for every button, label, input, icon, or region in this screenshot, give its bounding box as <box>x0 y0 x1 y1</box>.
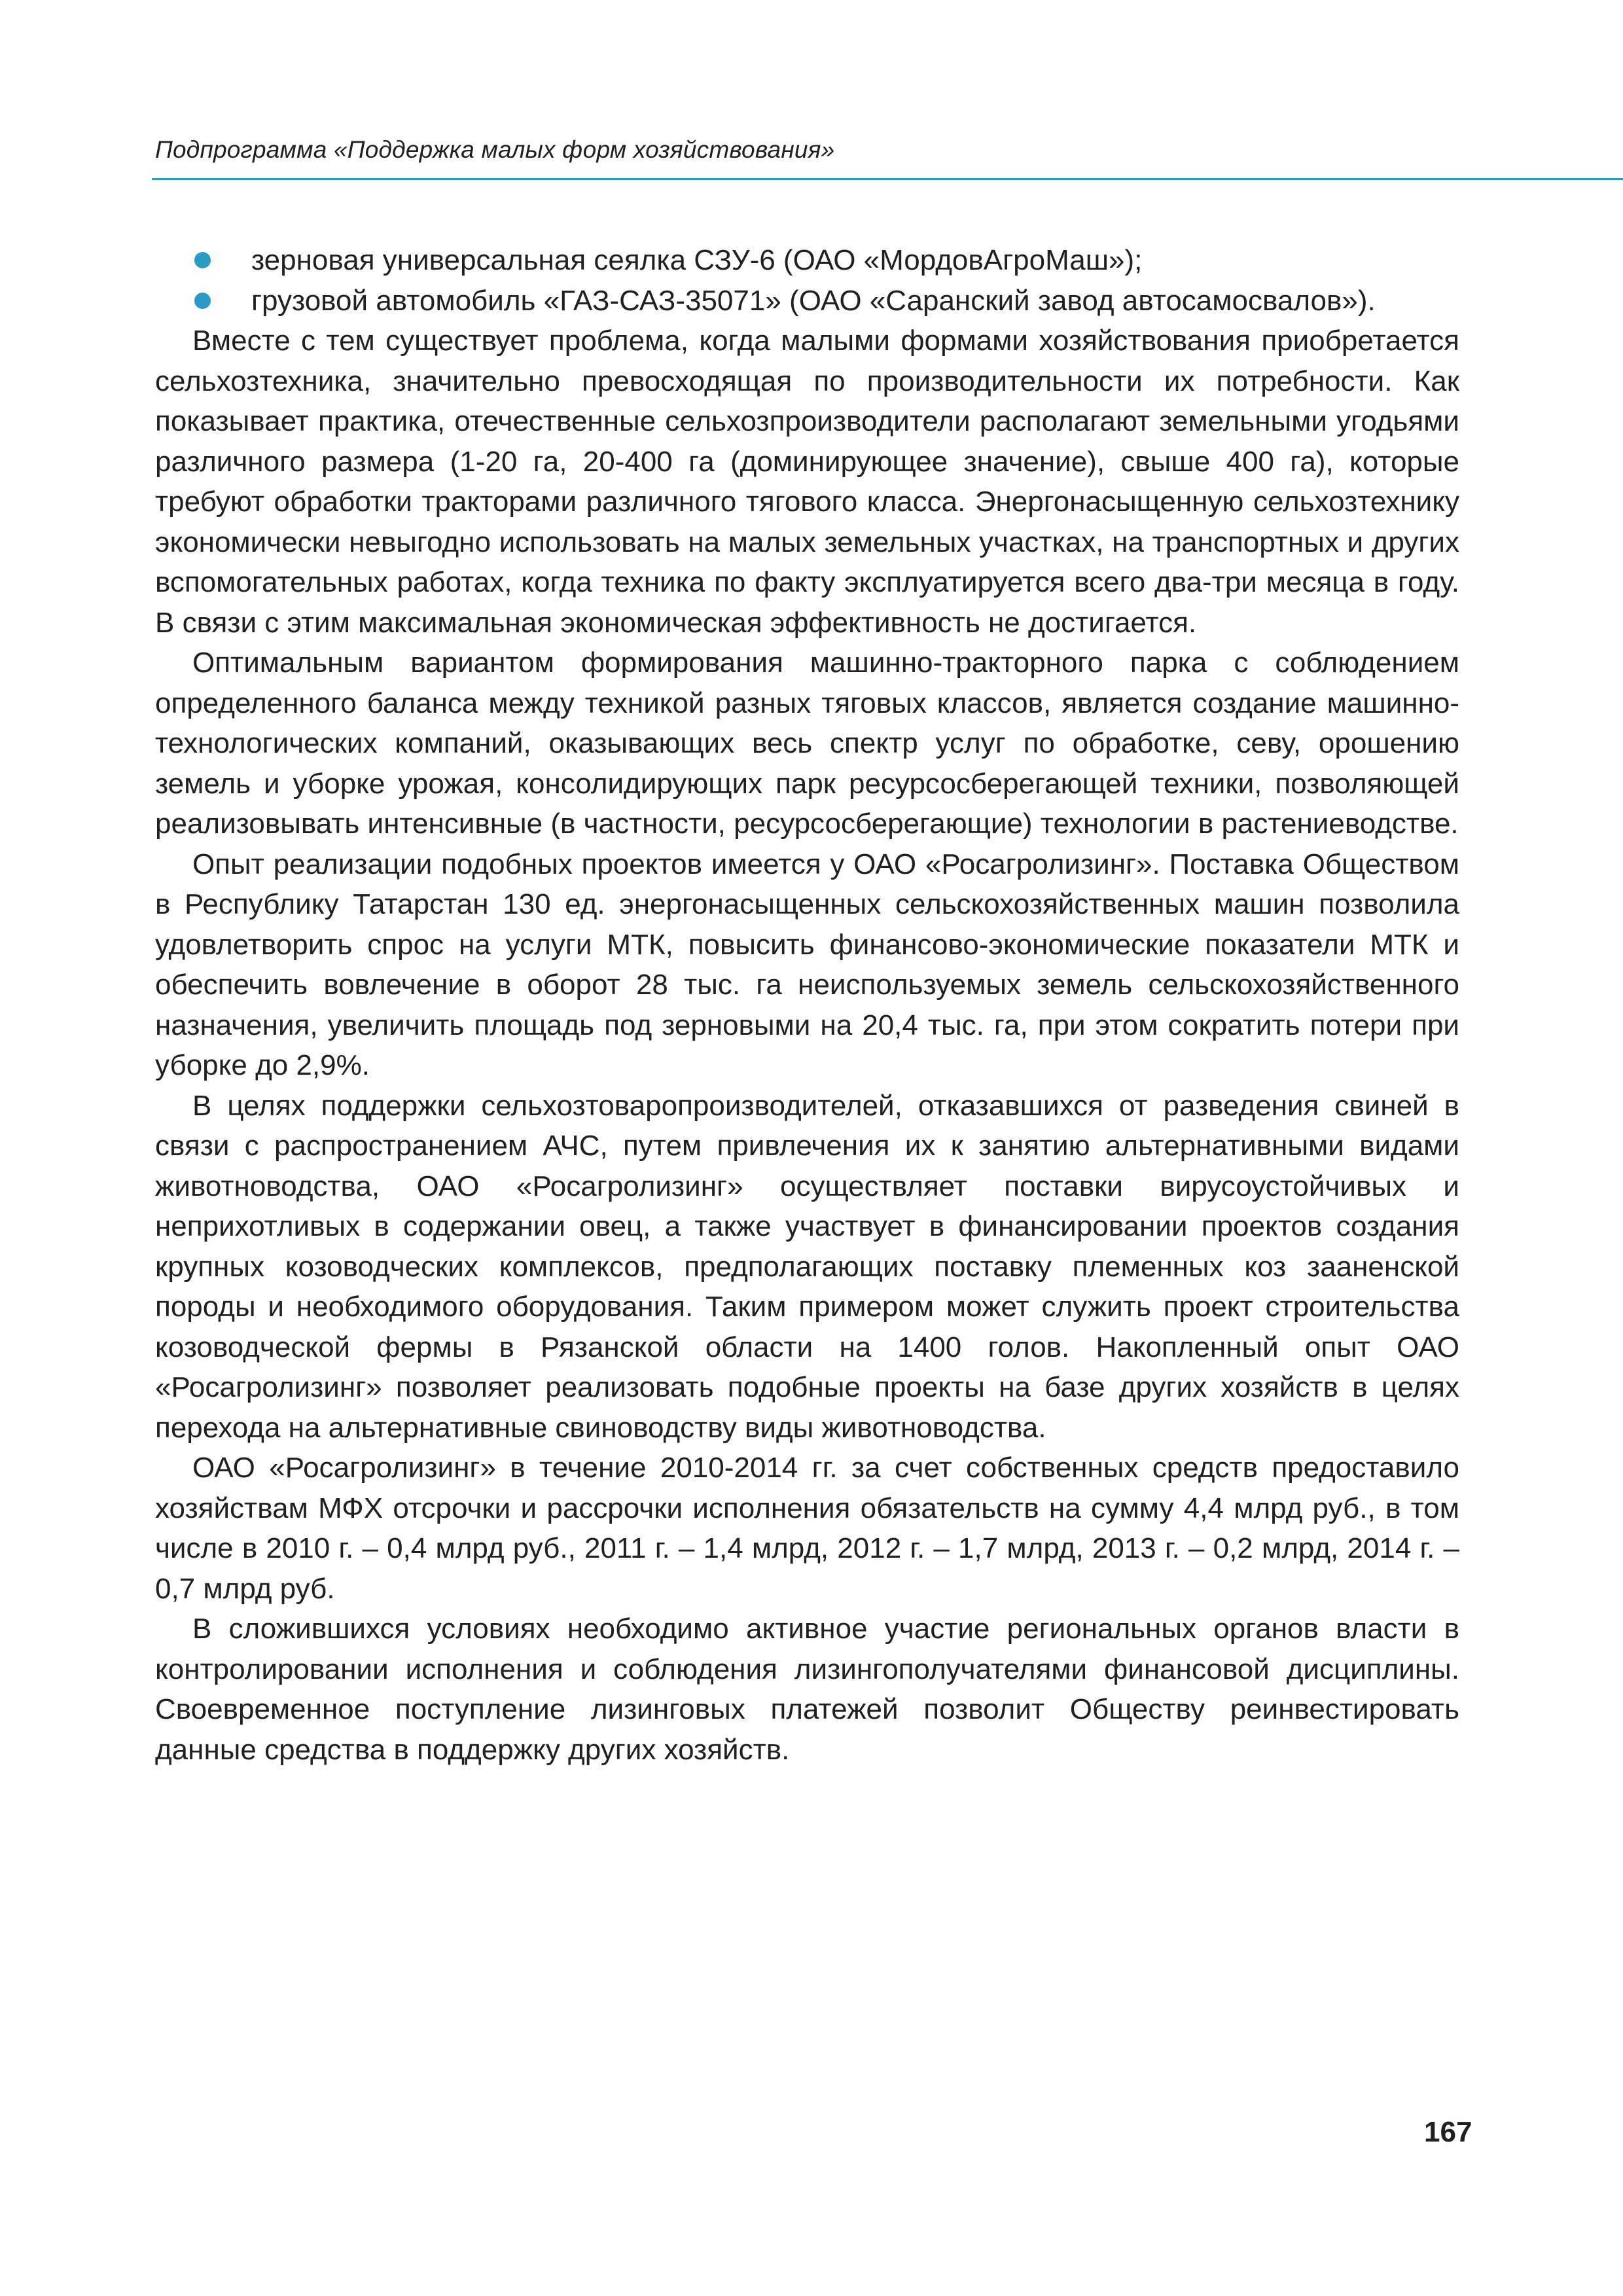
bullet-text: грузовой автомобиль «ГАЗ-САЗ-35071» (ОАО «Саранский завод автосамосвалов»). <box>251 284 1376 317</box>
header-rule <box>152 178 1623 180</box>
page-number: 167 <box>1424 2116 1472 2148</box>
bullet-dot-icon <box>194 293 211 309</box>
body-text <box>155 240 1459 1770</box>
running-header-title: Подпрограмма «Поддержка малых форм хозяйствования» <box>155 136 835 163</box>
paragraph-regional-authorities: В сложившихся условиях необходимо активное участие региональных органов власти в контролировании исполнения и соблюдения лизингополучателями финансовой дисциплины. Своевременное поступление лизинговых платежей позволит Обществу реинвестировать данные средства в поддержку других хозяйств. <box>155 1613 1459 1766</box>
bullet-text: зерновая универсальная сеялка СЗУ-6 (ОАО «МордовАгроМаш»); <box>251 244 1143 276</box>
paragraph-equipment-problem: Вместе с тем существует проблема, когда малыми формами хозяйствования приобретается сельхозтехника, значительно превосходящая по производительности их потребности. Как показывает практика, отечественные сельхозпроизводители располагают земельными угодьями различного размера (1-20 га, 20-400 га (доминирующее значение), свыше 400 га), которые требуют обработки тракторами различного тягового класса. Энергонасыщенную сельхозтехнику экономически невыгодно использовать на малых земельных участках, на транспортных и других вспомогательных работах, когда техника по факту эксплуатируется всего два-три месяца в году. В связи с этим максимальная экономическая эффективность не достигается. <box>155 325 1459 639</box>
bullet-item <box>155 240 1459 281</box>
paragraph-optimal-fleet: Оптимальным вариантом формирования машинно-тракторного парка с соблюдением определенного баланса между техникой разных тяговых классов, является создание машинно-технологических компаний, оказывающих весь спектр услуг по обработке, севу, орошению земель и уборке урожая, консолидирующих парк ресурсосберегающей техники, позволяющей реализовывать интенсивные (в частности, ресурсосберегающие) технологии в растениеводстве. <box>155 647 1459 840</box>
paragraph-livestock-support: В целях поддержки сельхозтоваропроизводителей, отказавшихся от разведения свиней в связи с распространением АЧС, путем привлечения их к занятию альтернативными видами животноводства, ОАО «Росагролизинг» осуществляет поставки вирусоустойчивых и неприхотливых в содержании овец, а также участвует в финансировании проектов создания крупных козоводческих комплексов, предполагающих поставку племенных коз зааненской породы и необходимого оборудования. Таким примером может служить проект строительства козоводческой фермы в Рязанской области на 1400 голов. Накопленный опыт ОАО «Росагролизинг» позволяет реализовать подобные проекты на базе других хозяйств в целях перехода на альтернативные свиноводству виды животноводства. <box>155 1089 1459 1444</box>
paragraph-deferrals: ОАО «Росагролизинг» в течение 2010-2014 гг. за счет собственных средств предоставило хозяйствам МФХ отсрочки и рассрочки исполнения обязательств на сумму 4,4 млрд руб., в том числе в 2010 г. – 0,4 млрд руб., 2011 г. – 1,4 млрд, 2012 г. – 1,7 млрд, 2013 г. – 0,2 млрд, 2014 г. – 0,7 млрд руб. <box>155 1452 1459 1605</box>
bullet-dot-icon <box>194 252 211 268</box>
paragraph-tatarstan-experience: Опыт реализации подобных проектов имеется у ОАО «Росагролизинг». Поставка Обществом в Республику Татарстан 130 ед. энергонасыщенных сельскохозяйственных машин позволила удовлетворить спрос на услуги МТК, повысить финансово-экономические показатели МТК и обеспечить вовлечение в оборот 28 тыс. га неиспользуемых земель сельскохозяйственного назначения, увеличить площадь под зерновыми на 20,4 тыс. га, при этом сократить потери при уборке до 2,9%. <box>155 848 1459 1081</box>
bullet-item <box>155 281 1459 321</box>
